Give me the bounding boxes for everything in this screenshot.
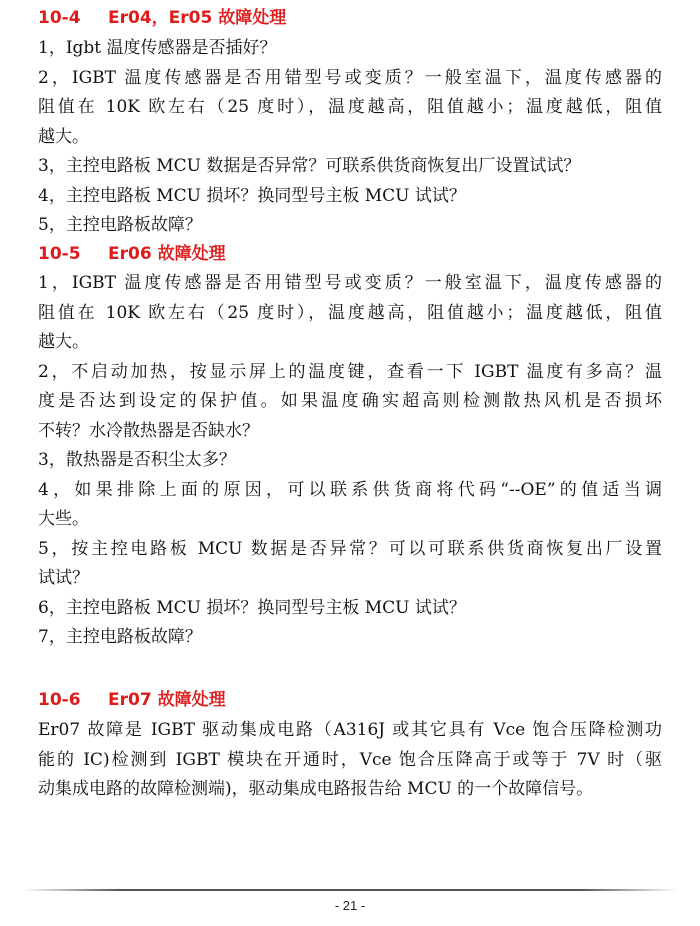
list-item-line: 不转？水冷散热器是否缺水？	[38, 420, 259, 441]
section-title: Er04，Er05 故障处理	[108, 8, 287, 28]
section-heading-10-6	[38, 689, 226, 711]
list-item-line: 度是否达到设定的保护值。如果温度确实超高则检测散热风机是否损坏	[38, 391, 662, 411]
list-item-line: 2，IGBT 温度传感器是否用错型号或变质？一般室温下，温度传感器的	[38, 67, 662, 88]
list-item: 7，主控电路板故障？	[38, 627, 202, 647]
list-item: 5，主控电路板故障？	[38, 215, 202, 235]
section-number: 10-4	[38, 8, 81, 28]
section-body-10-4	[38, 34, 662, 241]
section-heading-10-5	[38, 243, 226, 265]
list-item-line: 1，IGBT 温度传感器是否用错型号或变质？一般室温下，温度传感器的	[38, 273, 662, 293]
paragraph-line: 动集成电路的故障检测端)，驱动集成电路报告给 MCU 的一个故障信号。	[38, 779, 594, 799]
list-item: 4，主控电路板 MCU 损坏？换同型号主板 MCU 试试？	[38, 185, 466, 206]
paragraph-line: 能的 IC)检测到 IGBT 模块在开通时，Vce 饱合压降高于或等于 7V 时（驱	[38, 749, 662, 770]
section-title: Er07 故障处理	[108, 690, 226, 710]
list-item-line: 大些。	[38, 509, 89, 529]
paragraph-line: Er07 故障是 IGBT 驱动集成电路（A316J 或其它具有 Vce 饱合压降检测功	[38, 720, 662, 740]
footer-divider	[22, 889, 678, 891]
list-item: 1，Igbt 温度传感器是否插好？	[38, 38, 277, 58]
section-number: 10-5	[38, 244, 81, 264]
list-item-line: 阻值在 10K 欧左右（25 度时），温度越高，阻值越小；温度越低，阻值	[38, 302, 662, 323]
list-item-line: 2，不启动加热，按显示屏上的温度键，查看一下 IGBT 温度有多高？温	[38, 361, 662, 382]
section-body-10-6	[38, 716, 662, 805]
section-heading-10-4	[38, 7, 286, 29]
list-item-line: 试试？	[38, 568, 89, 588]
list-item-line: 越大。	[38, 126, 89, 147]
list-item-line: 越大。	[38, 332, 89, 352]
list-item-line: 4，如果排除上面的原因，可以联系供货商将代码“--OE”的值适当调	[38, 479, 662, 500]
section-number: 10-6	[38, 690, 81, 710]
section-body-10-5	[38, 269, 662, 653]
list-item: 3，散热器是否积尘太多？	[38, 450, 236, 470]
list-item-line: 阻值在 10K 欧左右（25 度时），温度越高，阻值越小；温度越低，阻值	[38, 97, 662, 117]
page-number: - 21 -	[334, 898, 366, 913]
section-title: Er06 故障处理	[108, 244, 226, 264]
list-item-line: 5，按主控电路板 MCU 数据是否异常？可以可联系供货商恢复出厂设置	[38, 538, 662, 559]
list-item: 6，主控电路板 MCU 损坏？换同型号主板 MCU 试试？	[38, 597, 466, 618]
list-item: 3，主控电路板 MCU 数据是否异常？可联系供货商恢复出厂设置试试？	[38, 156, 581, 176]
